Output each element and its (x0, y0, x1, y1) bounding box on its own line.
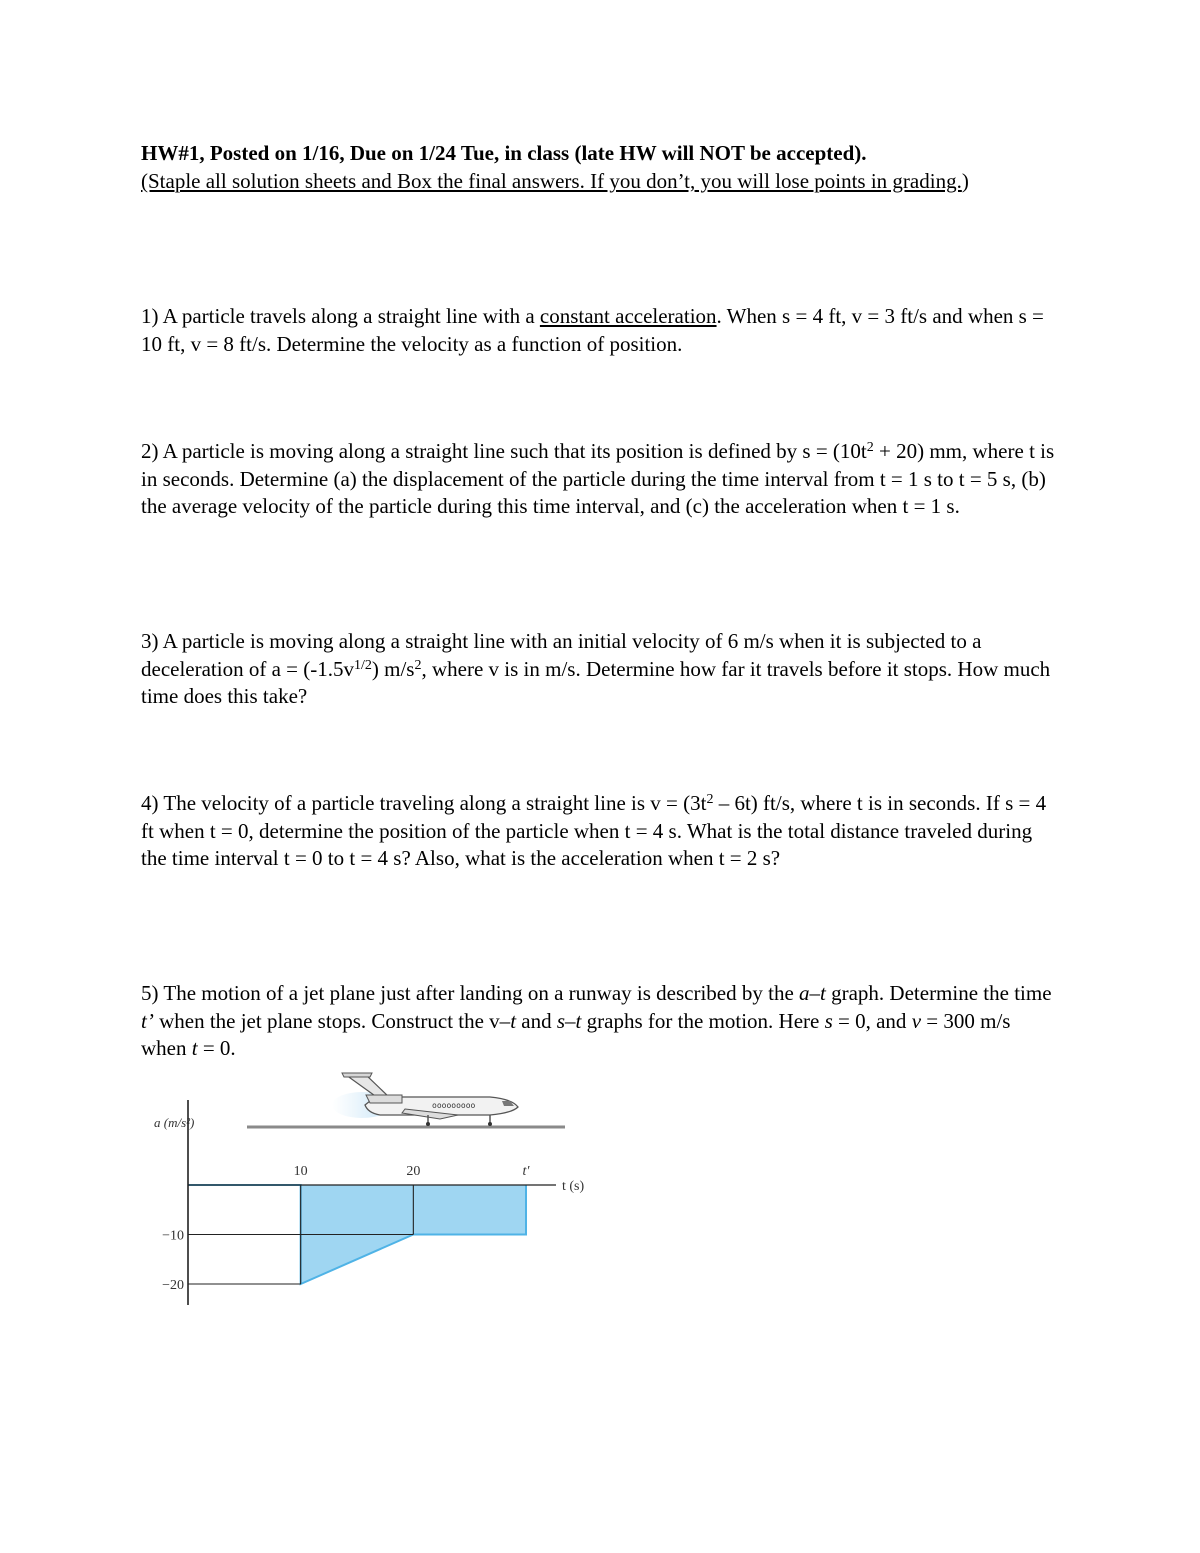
y-tick-label: −10 (162, 1228, 184, 1244)
instructions-underlined: (Staple all solution sheets and Box the final answers. If you don’t, you will lose points in grading. (141, 169, 962, 193)
jet-plane-at-graph-figure (140, 1065, 610, 1310)
question-5: 5) The motion of a jet plane just after landing on a runway is described by the a–t graph. Determine the time t’ when the jet plane stops. Construct the v–t and s–t graphs for the motion. Here s = 0, and v = 300 m/s when t = 0. (141, 981, 1052, 1060)
question-4: 4) The velocity of a particle traveling along a straight line is $v = (3t^2 - 6t)$ ft/s, where t is in seconds. If s = 4 ft when t = 0, determine the position of the particle when t = 4 s. What is the total distance traveled during the time interval t = 0 to t = 4 s? Also, what is the acceleration when t = 2 s? (141, 791, 1047, 870)
x-tick-label: 10 (293, 1164, 308, 1179)
question-1: 1) A particle travels along a straight line with a constant acceleration. When s = 4 ft, v = 3 ft/s and when s = 10 ft, v = 8 ft/s. Determine the velocity as a function of position. (141, 304, 1044, 356)
y-tick-label: −20 (162, 1278, 184, 1293)
x-tick-label: t′ (522, 1164, 530, 1179)
y-axis-label: a (m/s²) (154, 1115, 195, 1130)
jet-plane-illustration (332, 1073, 518, 1126)
at-graph-svg (140, 1065, 610, 1310)
x-tick-label: 20 (406, 1164, 421, 1179)
at-chart (162, 1100, 584, 1305)
plane-windows: ooooooooo (432, 1101, 476, 1110)
page-title: HW#1, Posted on 1/16, Due on 1/24 Tue, in class (late HW will NOT be accepted). (141, 141, 867, 165)
instructions-close: ) (961, 169, 969, 193)
question-2: 2) A particle is moving along a straight line such that its position is defined by $s = (10t^2 + 20)$ mm, where t is in seconds. Determine (a) the displacement of the particle during the time interval from t = 1 s to t = 5 s, (b) the average velocity of the particle during this time interval, and (c) the acceleration when t = 1 s. (141, 439, 1055, 518)
constant-acceleration-term: constant acceleration (539, 304, 717, 328)
question-3: 3) A particle is moving along a straight line with an initial velocity of 6 m/s when it is subjected to a deceleration of $a = (-1.5v^{1/2})$ $m/s^2$, where v is in m/s. Determine how far it travels before it stops. How much time does this take? (141, 629, 1051, 708)
instructions-note (141, 168, 1061, 196)
x-axis-label: t (s) (562, 1179, 585, 1194)
